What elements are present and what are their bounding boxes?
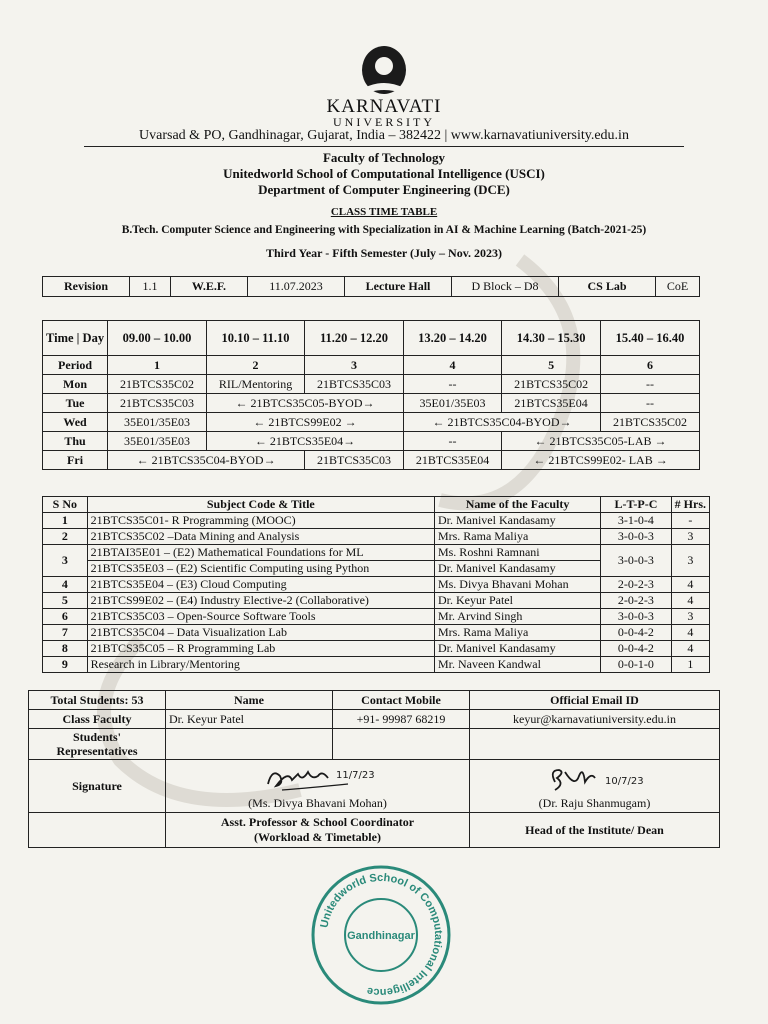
- slot-cell: --: [404, 432, 502, 451]
- slot-cell: 35E01/35E03: [404, 394, 502, 413]
- table-row: [43, 577, 710, 593]
- time-slot: 09.00 – 10.00: [108, 321, 207, 356]
- slot-cell: --: [404, 375, 502, 394]
- signature-table: [28, 690, 720, 848]
- row-faculty: Ms. Divya Bhavani Mohan: [434, 577, 600, 593]
- row-tuesday: [43, 394, 700, 413]
- coordinator-role-detail: (Workload & Timetable): [254, 830, 381, 844]
- table-row: [43, 641, 710, 657]
- row-sno: 2: [43, 529, 88, 545]
- table-row: [43, 625, 710, 641]
- col-header-hours: # Hrs.: [671, 497, 709, 513]
- day-label: Thu: [43, 432, 108, 451]
- dean-role: Head of the Institute/ Dean: [470, 813, 720, 848]
- document-title: CLASS TIME TABLE: [330, 206, 438, 218]
- revision-table: [42, 276, 700, 297]
- hall-label: Lecture Hall: [345, 277, 452, 297]
- dean-name: (Dr. Raju Shanmugam): [538, 795, 651, 810]
- coordinator-name: (Ms. Divya Bhavani Mohan): [248, 795, 387, 810]
- dean-signature-date: 10/7/23: [604, 775, 644, 787]
- student-reps-label: Students' Representatives: [29, 729, 166, 760]
- row-hours: 4: [671, 577, 709, 593]
- row-title: 21BTCS35C02 –Data Mining and Analysis: [87, 529, 434, 545]
- contact-header: Contact Mobile: [333, 691, 470, 710]
- dean-signature-graphic: [535, 762, 655, 796]
- row-title: 21BTAI35E01 – (E2) Mathematical Foundations for ML: [87, 545, 434, 561]
- slot-cell: --: [601, 375, 700, 394]
- slot-cell: ← 21BTCS35C04-BYOD→: [404, 413, 601, 432]
- row-hours: 3: [671, 545, 709, 577]
- row-faculty: Mr. Arvind Singh: [434, 609, 600, 625]
- university-name: KARNAVATI: [326, 96, 442, 117]
- faculty-name: Faculty of Technology: [322, 150, 446, 165]
- wef-label: W.E.F.: [171, 277, 248, 297]
- slot-cell: ← 21BTCS35E04→: [207, 432, 404, 451]
- row-sno: 1: [43, 513, 88, 529]
- university-subtitle: UNIVERSITY: [333, 115, 435, 129]
- slot-cell: 35E01/35E03: [108, 413, 207, 432]
- row-ltpc: 2-0-2-3: [601, 577, 671, 593]
- department-name: Department of Computer Engineering (DCE): [258, 182, 510, 197]
- row-ltpc: 0-0-4-2: [601, 641, 671, 657]
- program-name: B.Tech. Computer Science and Engineering with Specialization in AI & Machine Learning (Batch-2021-25): [121, 224, 647, 236]
- row-sno: 4: [43, 577, 88, 593]
- period-number: 4: [404, 356, 502, 375]
- row-hours: 3: [671, 529, 709, 545]
- student-reps-email: [470, 729, 720, 760]
- row-title: Research in Library/Mentoring: [87, 657, 434, 673]
- row-ltpc: 0-0-4-2: [601, 625, 671, 641]
- signature-label: Signature: [29, 760, 166, 813]
- row-ltpc: 3-1-0-4: [601, 513, 671, 529]
- university-address: Uvarsad & PO, Gandhinagar, Gujarat, India – 382422 | www.karnavatiuniversity.edu.in: [139, 128, 629, 143]
- period-number: 2: [207, 356, 305, 375]
- slot-cell: 21BTCS35E04: [404, 451, 502, 470]
- table-row: [43, 529, 710, 545]
- row-faculty: Dr. Manivel Kandasamy: [434, 561, 600, 577]
- time-slot: 15.40 – 16.40: [601, 321, 700, 356]
- row-faculty: Mrs. Rama Maliya: [434, 529, 600, 545]
- semester-name: Third Year - Fifth Semester (July – Nov. 2023): [265, 246, 503, 260]
- row-title: 21BTCS99E02 – (E4) Industry Elective-2 (Collaborative): [87, 593, 434, 609]
- row-faculty: Dr. Manivel Kandasamy: [434, 513, 600, 529]
- coordinator-role-cell: [166, 813, 470, 848]
- row-faculty: Ms. Roshni Ramnani: [434, 545, 600, 561]
- school-seal-stamp: [308, 862, 454, 1008]
- class-faculty-mobile: +91- 99987 68219: [333, 710, 470, 729]
- slot-cell: 21BTCS35C03: [305, 375, 404, 394]
- lab-value: CoE: [656, 277, 700, 297]
- row-title: 21BTCS35C01- R Programming (MOOC): [87, 513, 434, 529]
- col-header-sno: S No: [43, 497, 88, 513]
- row-ltpc: 3-0-0-3: [601, 529, 671, 545]
- coordinator-signature-cell: [166, 760, 470, 813]
- row-faculty: Dr. Manivel Kandasamy: [434, 641, 600, 657]
- row-faculty: Dr. Keyur Patel: [434, 593, 600, 609]
- email-header: Official Email ID: [470, 691, 720, 710]
- time-slot: 13.20 – 14.20: [404, 321, 502, 356]
- day-label: Wed: [43, 413, 108, 432]
- revision-label: Revision: [43, 277, 130, 297]
- slot-cell: 21BTCS35C02: [502, 375, 601, 394]
- coordinator-role: Asst. Professor & School Coordinator: [220, 815, 415, 829]
- table-row: [43, 657, 710, 673]
- row-title: 21BTCS35C05 – R Programming Lab: [87, 641, 434, 657]
- row-sno: 6: [43, 609, 88, 625]
- row-title: 21BTCS35E03 – (E2) Scientific Computing using Python: [87, 561, 434, 577]
- table-row: [43, 513, 710, 529]
- period-number: 6: [601, 356, 700, 375]
- slot-cell: 21BTCS35C03: [305, 451, 404, 470]
- slot-cell: 21BTCS35C02: [601, 413, 700, 432]
- row-sno: 9: [43, 657, 88, 673]
- row-ltpc: 2-0-2-3: [601, 593, 671, 609]
- class-faculty-email: keyur@karnavatiuniversity.edu.in: [470, 710, 720, 729]
- col-header-title: Subject Code & Title: [87, 497, 434, 513]
- coordinator-signature-graphic: [258, 762, 378, 796]
- dean-signature-cell: [470, 760, 720, 813]
- row-friday: [43, 451, 700, 470]
- row-title: 21BTCS35E04 – (E3) Cloud Computing: [87, 577, 434, 593]
- slot-cell: 21BTCS35C02: [108, 375, 207, 394]
- wef-value: 11.07.2023: [248, 277, 345, 297]
- row-title: 21BTCS35C04 – Data Visualization Lab: [87, 625, 434, 641]
- period-number: 1: [108, 356, 207, 375]
- slot-cell: ← 21BTCS35C05-LAB →: [502, 432, 700, 451]
- table-row: [43, 545, 710, 561]
- slot-cell: --: [601, 394, 700, 413]
- row-sno: 3: [43, 545, 88, 577]
- day-label: Fri: [43, 451, 108, 470]
- row-hours: 4: [671, 625, 709, 641]
- revision-value: 1.1: [130, 277, 171, 297]
- row-sno: 8: [43, 641, 88, 657]
- row-sno: 5: [43, 593, 88, 609]
- blank-role-cell: [29, 813, 166, 848]
- class-faculty-name: Dr. Keyur Patel: [166, 710, 333, 729]
- col-header-ltpc: L-T-P-C: [601, 497, 671, 513]
- row-thursday: [43, 432, 700, 451]
- slot-cell: ← 21BTCS99E02 →: [207, 413, 404, 432]
- period-label: Period: [43, 356, 108, 375]
- row-monday: [43, 375, 700, 394]
- day-label: Tue: [43, 394, 108, 413]
- time-slot: 10.10 – 11.10: [207, 321, 305, 356]
- seal-ring-text: Unitedworld School of Computational Intelligence: [318, 871, 445, 999]
- row-hours: 4: [671, 593, 709, 609]
- day-label: Mon: [43, 375, 108, 394]
- slot-cell: RIL/Mentoring: [207, 375, 305, 394]
- school-name: Unitedworld School of Computational Intelligence (USCI): [223, 166, 545, 181]
- row-ltpc: 0-0-1-0: [601, 657, 671, 673]
- hall-value: D Block – D8: [452, 277, 559, 297]
- student-reps-mobile: [333, 729, 470, 760]
- row-hours: 1: [671, 657, 709, 673]
- student-reps-name: [166, 729, 333, 760]
- lab-label: CS Lab: [559, 277, 656, 297]
- col-header-faculty: Name of the Faculty: [434, 497, 600, 513]
- class-faculty-label: Class Faculty: [29, 710, 166, 729]
- row-faculty: Mrs. Rama Maliya: [434, 625, 600, 641]
- slot-cell: 21BTCS35C03: [108, 394, 207, 413]
- table-row: [43, 609, 710, 625]
- university-logo-icon: [334, 38, 434, 98]
- header-divider: [84, 146, 684, 147]
- row-ltpc: 3-0-0-3: [601, 545, 671, 577]
- period-number: 5: [502, 356, 601, 375]
- slot-cell: ← 21BTCS99E02- LAB →: [502, 451, 700, 470]
- slot-cell: ← 21BTCS35C04-BYOD→: [108, 451, 305, 470]
- slot-cell: ← 21BTCS35C05-BYOD→: [207, 394, 404, 413]
- time-slot: 14.30 – 15.30: [502, 321, 601, 356]
- slot-cell: 35E01/35E03: [108, 432, 207, 451]
- table-row: [43, 593, 710, 609]
- timetable-grid: [42, 320, 700, 470]
- time-slot: 11.20 – 12.20: [305, 321, 404, 356]
- total-students: Total Students: 53: [29, 691, 166, 710]
- coordinator-signature-date: 11/7/23: [335, 769, 375, 781]
- subjects-table: [42, 496, 710, 673]
- row-title: 21BTCS35C03 – Open-Source Software Tools: [87, 609, 434, 625]
- row-hours: -: [671, 513, 709, 529]
- slot-cell: 21BTCS35E04: [502, 394, 601, 413]
- time-day-header: Time | Day: [43, 321, 108, 356]
- period-number: 3: [305, 356, 404, 375]
- row-hours: 4: [671, 641, 709, 657]
- name-header: Name: [166, 691, 333, 710]
- row-wednesday: [43, 413, 700, 432]
- row-ltpc: 3-0-0-3: [601, 609, 671, 625]
- row-sno: 7: [43, 625, 88, 641]
- seal-center-text: Gandhinagar: [347, 930, 415, 942]
- row-faculty: Mr. Naveen Kandwal: [434, 657, 600, 673]
- row-hours: 3: [671, 609, 709, 625]
